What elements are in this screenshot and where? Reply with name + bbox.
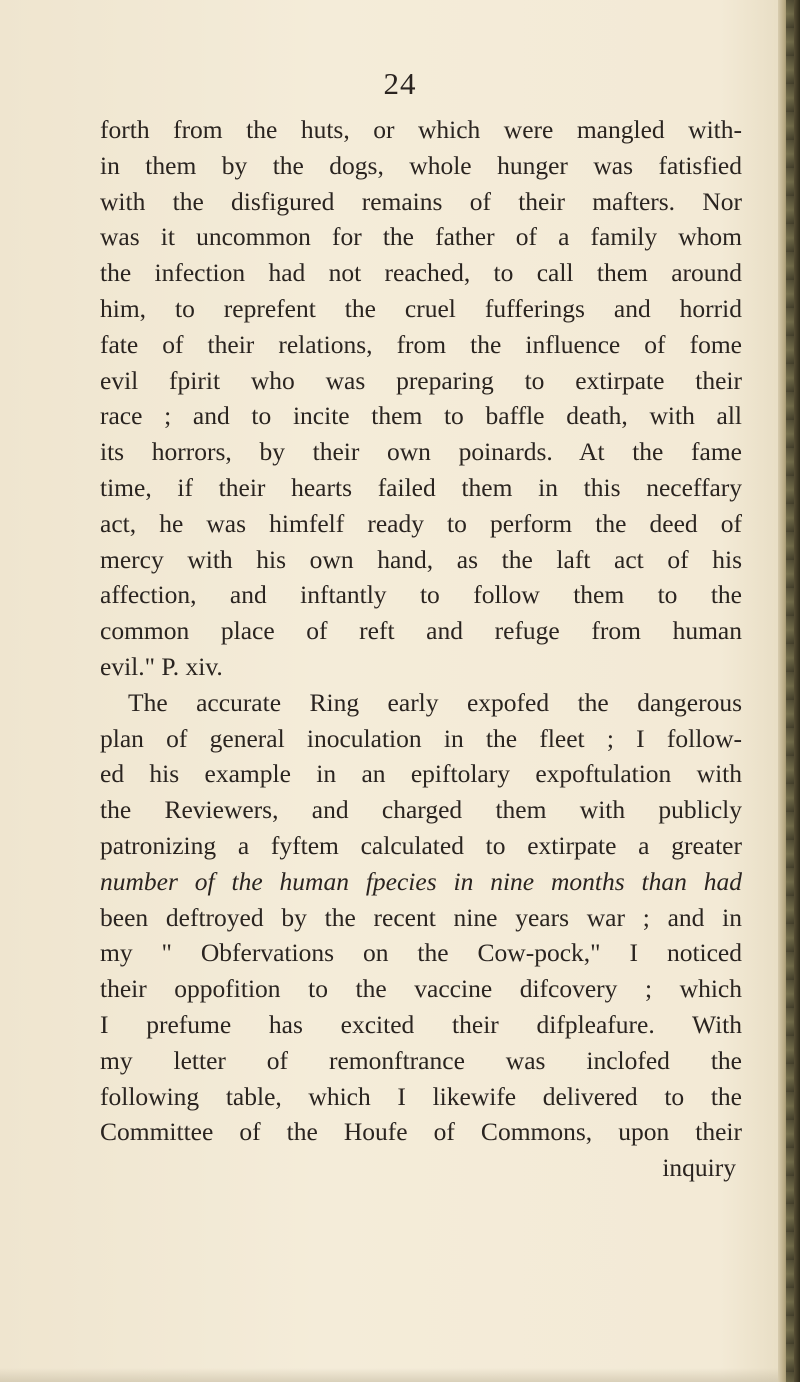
- text-line: was it uncommon for the father of a family whom: [100, 222, 742, 252]
- text-line: patronizing a fyftem calculated to extirpate a greater: [100, 830, 742, 860]
- text-line: I prefume has excited their difpleafure. With: [100, 1009, 742, 1039]
- text-line: plan of general inoculation in the fleet ; I follow-: [100, 723, 742, 753]
- text-line: the Reviewers, and charged them with publicly: [100, 795, 742, 825]
- text-line: ed his example in an epiftolary expoftulation with: [100, 759, 742, 789]
- text-line: evil." P. xiv.: [100, 651, 223, 681]
- text-line: their oppofition to the vaccine difcovery ; which: [100, 974, 742, 1004]
- text-line: act, he was himfelf ready to perform the deed of: [100, 508, 742, 538]
- text-line: forth from the huts, or which were mangled with-: [100, 115, 742, 144]
- text-line: my letter of remonftrance was inclofed the: [100, 1045, 742, 1075]
- page-bottom-shadow: [0, 1368, 800, 1382]
- catchword: inquiry: [662, 1153, 736, 1183]
- page-number: 24: [383, 66, 417, 101]
- text-line: following table, which I likewife delivered to the: [100, 1081, 742, 1111]
- text-line: the infection had not reached, to call them around: [100, 258, 742, 288]
- text-line: affection, and inftantly to follow them to the: [100, 580, 742, 610]
- text-line: my " Obfervations on the Cow-pock," I noticed: [100, 938, 742, 968]
- text-line: common place of reft and refuge from human: [100, 616, 742, 646]
- text-line: time, if their hearts failed them in this neceffary: [100, 472, 742, 502]
- text-line: fate of their relations, from the influence of fome: [100, 329, 742, 359]
- binding-strip: [786, 0, 794, 1382]
- text-line: Committee of the Houfe of Commons, upon their: [100, 1117, 742, 1147]
- text-line: number of the human fpecies in nine months than had: [100, 866, 742, 896]
- body-text: [100, 112, 742, 1186]
- text-line: with the disfigured remains of their mafters. Nor: [100, 186, 742, 216]
- text-line: been deftroyed by the recent nine years war ; and in: [100, 902, 742, 932]
- text-line: The accurate Ring early expofed the dangerous: [128, 687, 742, 717]
- text-line: him, to reprefent the cruel fufferings and horrid: [100, 293, 742, 323]
- text-line: its horrors, by their own poinards. At the fame: [100, 437, 742, 467]
- text-line: evil fpirit who was preparing to extirpate their: [100, 365, 742, 395]
- text-line: in them by the dogs, whole hunger was fatisfied: [100, 150, 742, 180]
- text-line: race ; and to incite them to baffle death, with all: [100, 401, 742, 431]
- text-line: mercy with his own hand, as the laft act of his: [100, 544, 742, 574]
